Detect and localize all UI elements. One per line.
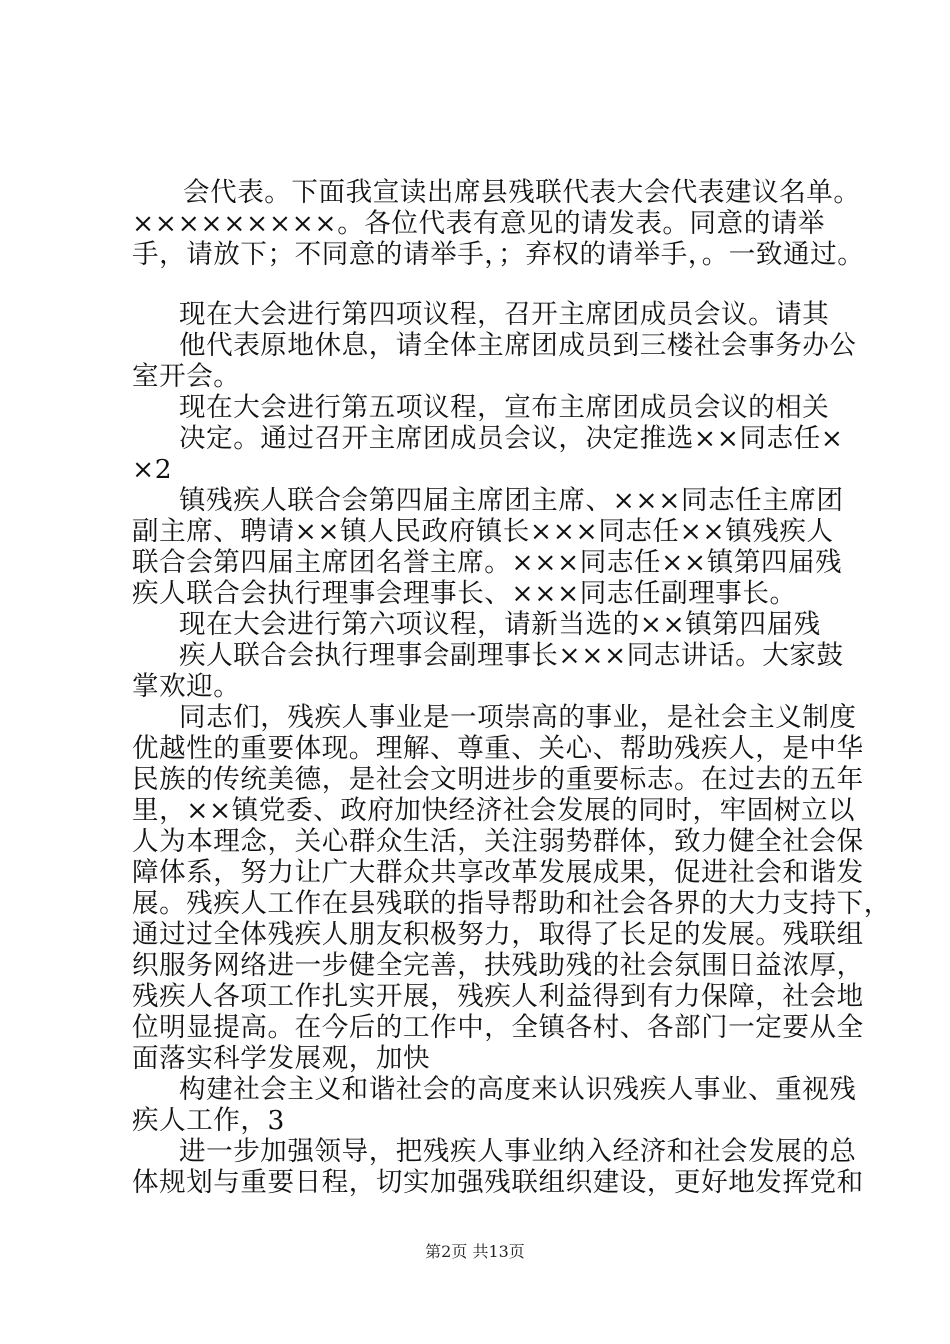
text-line: 联合会第四届主席团名誉主席。×××同志任××镇第四届残 <box>132 547 843 578</box>
text-line: 面落实科学发展观，加快 <box>132 1043 431 1074</box>
text-line: 织服务网络进一步健全完善，扶残助残的社会氛围日益浓厚， <box>132 950 864 981</box>
text-line: 障体系，努力让广大群众共享改革发展成果，促进社会和谐发 <box>132 857 864 888</box>
text-line: 他代表原地休息，请全体主席团成员到三楼社会事务办公 <box>179 330 857 361</box>
text-line: 室开会。 <box>132 361 241 392</box>
text-line: 民族的传统美德，是社会文明进步的重要标志。在过去的五年 <box>132 764 864 795</box>
text-line: 位明显提高。在今后的工作中，全镇各村、各部门一定要从全 <box>132 1012 864 1043</box>
text-line: 手，请放下；不同意的请举手，；弃权的请举手，。一致通过。 <box>132 239 865 270</box>
text-line: 会代表。下面我宣读出席县残联代表大会代表建议名单。 <box>183 177 861 208</box>
text-line: ×2 <box>132 454 173 485</box>
text-line: 现在大会进行第四项议程，召开主席团成员会议。请其 <box>179 299 830 330</box>
text-line: 体规划与重要日程，切实加强残联组织建设，更好地发挥党和 <box>132 1167 864 1198</box>
text-line: 副主席、聘请××镇人民政府镇长×××同志任××镇残疾人 <box>132 516 834 547</box>
text-line: 里，××镇党委、政府加快经济社会发展的同时，牢固树立以 <box>132 795 856 826</box>
page-number-footer: 第2页 共13页 <box>425 1242 525 1261</box>
text-line: 进一步加强领导，把残疾人事业纳入经济和社会发展的总 <box>179 1136 857 1167</box>
text-line: 现在大会进行第五项议程，宣布主席团成员会议的相关 <box>179 392 830 423</box>
text-line: 疾人联合会执行理事会理事长、×××同志任副理事长。 <box>132 578 797 609</box>
text-line: 通过过全体残疾人朋友积极努力，取得了长足的发展。残联组 <box>132 919 864 950</box>
text-line: 构建社会主义和谐社会的高度来认识残疾人事业、重视残 <box>179 1074 857 1105</box>
text-line: 决定。通过召开主席团成员会议，决定推选××同志任× <box>179 423 844 454</box>
text-line: 人为本理念，关心群众生活，关注弱势群体，致力健全社会保 <box>132 826 864 857</box>
text-line: 现在大会进行第六项议程，请新当选的××镇第四届残 <box>179 609 821 640</box>
text-line: 展。残疾人工作在县残联的指导帮助和社会各界的大力支持下， <box>132 888 891 919</box>
text-line: ×××××××××。各位代表有意见的请发表。同意的请举 <box>132 208 826 239</box>
text-line: 残疾人各项工作扎实开展，残疾人利益得到有力保障，社会地 <box>132 981 864 1012</box>
text-line: 疾人联合会执行理事会副理事长×××同志讲话。大家鼓 <box>179 640 844 671</box>
text-line: 同志们，残疾人事业是一项崇高的事业，是社会主义制度 <box>179 702 857 733</box>
text-line: 掌欢迎。 <box>132 671 241 702</box>
text-line: 镇残疾人联合会第四届主席团主席、×××同志任主席团 <box>179 485 844 516</box>
text-line: 疾人工作，3 <box>132 1105 285 1136</box>
text-line: 优越性的重要体现。理解、尊重、关心、帮助残疾人，是中华 <box>132 733 864 764</box>
